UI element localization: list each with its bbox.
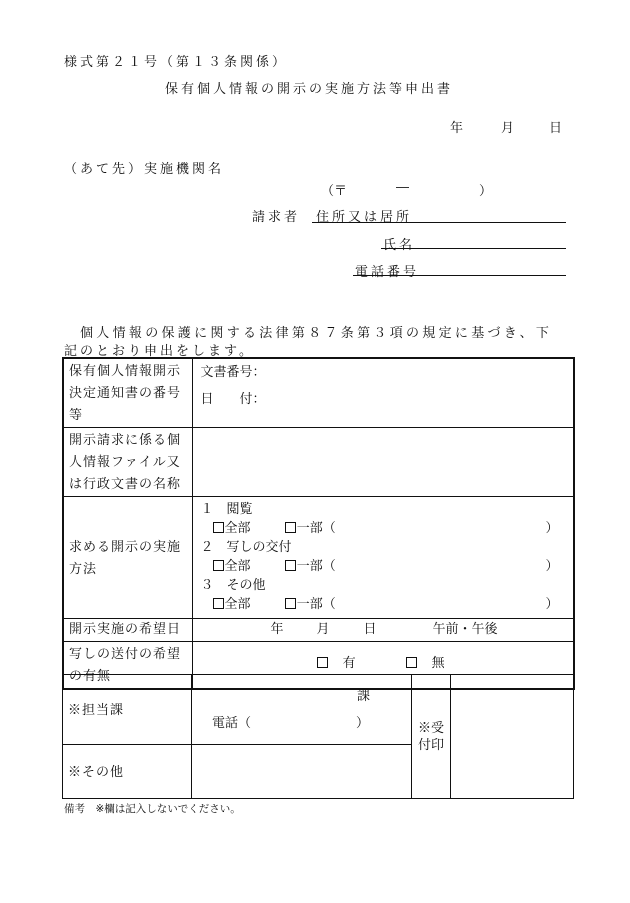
dept-cell [192, 675, 412, 745]
postal-close: ） [479, 184, 493, 199]
method-1-close: ） [545, 521, 559, 536]
method-3-all-label: 全部 [224, 597, 251, 612]
requester-label: 請求者 [252, 210, 301, 225]
method-3-title: ３ その他 [200, 578, 266, 593]
method-2-title: ２ 写しの交付 [200, 540, 292, 555]
method-3-options [201, 595, 574, 614]
method-2-all-checkbox[interactable] [213, 560, 224, 571]
postal-open: （〒 [321, 184, 348, 199]
office-use-table [62, 674, 574, 799]
method-label: 求める開示の実施方法 [63, 497, 192, 619]
page-title: 保有個人情報の開示の実施方法等申出書 [165, 82, 454, 97]
preferred-month: 月 [316, 622, 330, 637]
intro-line-2: 記のとおり申出をします。 [64, 344, 255, 359]
method-3-all-checkbox[interactable] [213, 598, 224, 609]
form-number: 様式第２１号（第１３条関係） [64, 55, 289, 70]
method-2-options [201, 557, 574, 576]
mailing-yes-label: 有 [342, 656, 356, 671]
intro-line-1: 個人情報の保護に関する法律第８７条第３項の規定に基づき、下 [80, 326, 553, 341]
name-field[interactable] [381, 248, 566, 249]
other-cell [192, 745, 412, 799]
date-month: 月 [501, 121, 515, 136]
postal-dash: ― [396, 180, 409, 195]
preferred-year: 年 [270, 622, 284, 637]
reception-label: ※受付印 [412, 675, 451, 799]
preferred-date-cell[interactable] [192, 619, 574, 642]
method-3-part-checkbox[interactable] [285, 598, 296, 609]
ka-label: 課 [357, 689, 371, 704]
method-1-part-checkbox[interactable] [285, 522, 296, 533]
method-cell [192, 497, 574, 619]
request-table [62, 357, 575, 690]
date-day: 日 [549, 121, 563, 136]
method-1-all-label: 全部 [224, 521, 251, 536]
address-label: 住所又は居所 [316, 210, 413, 225]
notice-number-label: 保有個人情報開示決定通知書の番号等 [63, 358, 192, 428]
address-field[interactable] [312, 222, 566, 223]
notice-number-cell[interactable] [192, 358, 574, 428]
dept-label: ※担当課 [63, 675, 192, 745]
addressee: （あて先）実施機関名 [64, 162, 225, 177]
date-year: 年 [450, 121, 464, 136]
method-2-close: ） [545, 559, 559, 574]
mailing-no-checkbox[interactable] [406, 657, 417, 668]
reception-stamp-cell[interactable] [451, 675, 574, 799]
method-2-all-label: 全部 [224, 559, 251, 574]
remarks: 備考 ※欄は記入しないでください。 [64, 803, 241, 815]
method-1-part-label: 一部（ [296, 521, 336, 536]
mailing-label: 写しの送付の希望の有無 [63, 642, 192, 690]
preferred-date-label: 開示実施の希望日 [63, 619, 192, 642]
office-phone-close: ） [356, 716, 370, 731]
preferred-day: 日 [363, 622, 377, 637]
method-3-close: ） [545, 597, 559, 612]
method-1-options [201, 519, 574, 538]
file-name-label: 開示請求に係る個人情報ファイル又は行政文書の名称 [63, 428, 192, 497]
name-label: 氏名 [383, 238, 416, 253]
mailing-yes-checkbox[interactable] [317, 657, 328, 668]
method-3-part-label: 一部（ [296, 597, 336, 612]
preferred-ampm: 午前・午後 [432, 622, 498, 637]
mailing-no-label: 無 [431, 656, 445, 671]
phone-label: 電話番号 [355, 265, 420, 280]
method-2-part-label: 一部（ [296, 559, 336, 574]
doc-number-label: 文書番号： [200, 365, 266, 380]
method-1-title: １ 閲覧 [200, 502, 253, 517]
method-1-all-checkbox[interactable] [213, 522, 224, 533]
other-label: ※その他 [63, 745, 192, 799]
method-2-part-checkbox[interactable] [285, 560, 296, 571]
phone-field[interactable] [353, 275, 566, 276]
office-phone-open: 電話（ [212, 716, 252, 731]
notice-date-label: 日 付： [200, 392, 266, 407]
file-name-cell[interactable] [192, 428, 574, 497]
